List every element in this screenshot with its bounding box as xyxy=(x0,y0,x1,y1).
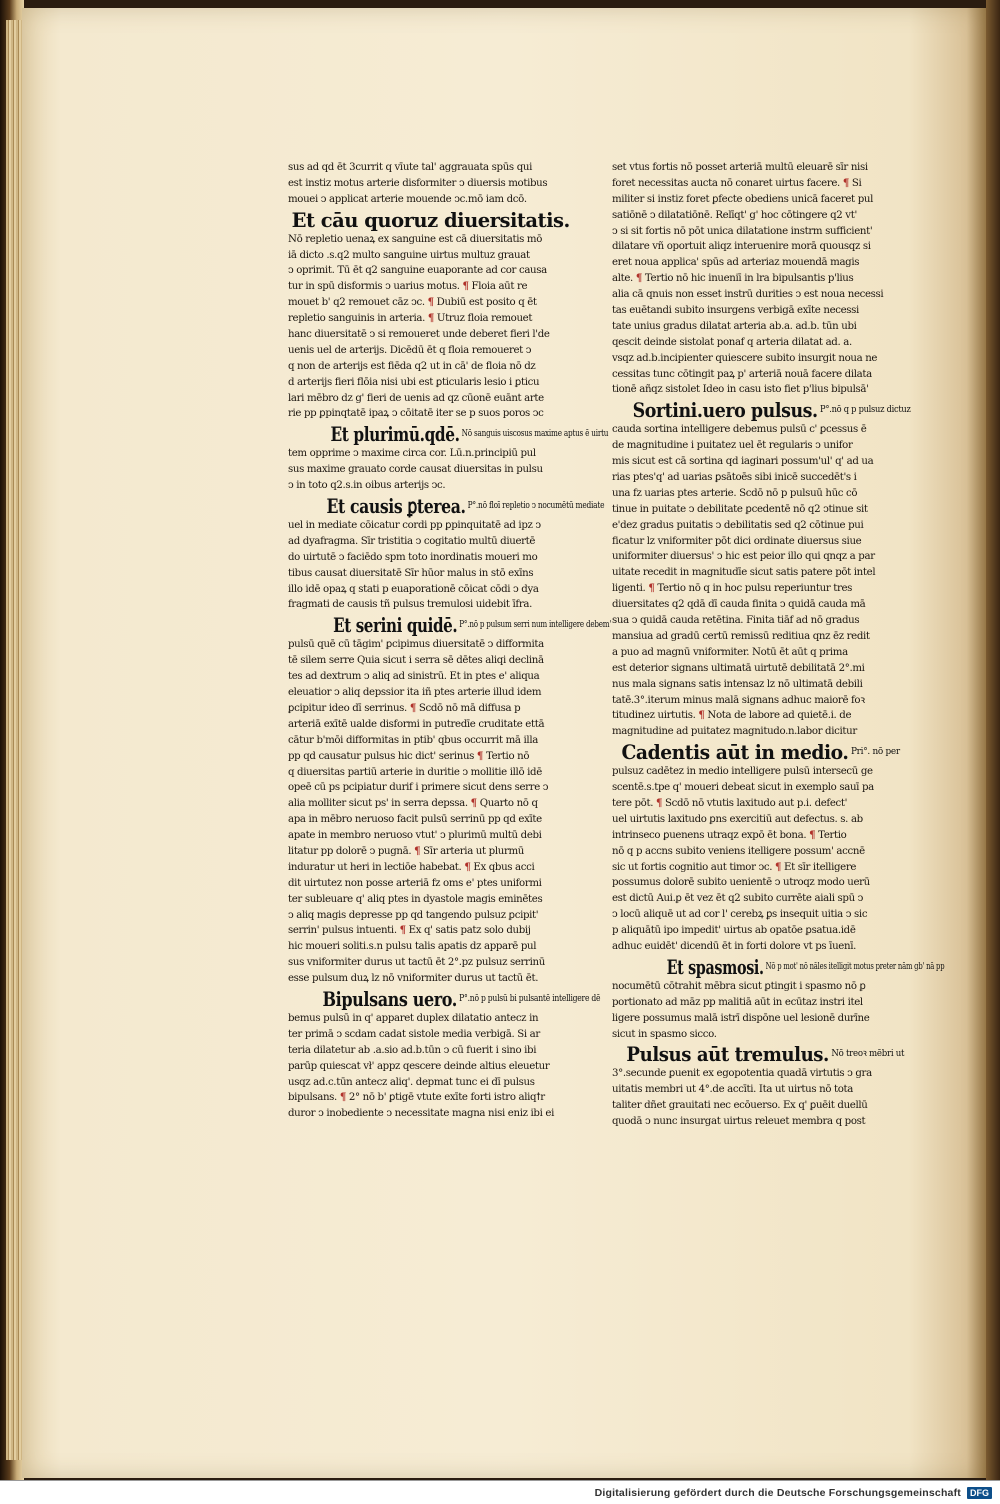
text-line: uel in mediate cōicatur cordi pp ꝑpinquitatē ad ipz ↄ xyxy=(288,520,541,532)
text-line: esse pulsum duꝝ lz nō vniformiter durus ut tactū ēt. xyxy=(288,973,539,985)
text-line: sicut in spasmo sicco. xyxy=(612,1028,717,1040)
paragraph-mark-icon: ¶ xyxy=(774,860,782,873)
paragraph-mark-icon: ¶ xyxy=(414,844,421,857)
text-line: vsqz ad.b.incipienter quiescere subito insurgit noua ne xyxy=(612,352,878,364)
dfg-logo: DFG xyxy=(967,1487,992,1499)
text-line: nocumētū cōtrahit mēbra sicut ꝑtingit i spasmo nō ꝑ xyxy=(612,980,866,992)
text-line: usqz ad.c.tūn antecz aliq'. depmat tunc ei dī pulsus xyxy=(288,1076,535,1088)
text-line: tem opprime ↄ maxime circa cor. Lū.n.principiū pul xyxy=(288,448,536,460)
text-line: rie pp ꝑpinqtatē ipaꝝ ↄ cōitatē iter se p suos poros ↄc xyxy=(288,408,544,420)
section-heading xyxy=(667,955,945,979)
section-heading xyxy=(333,613,611,637)
text-line: ↄ locū aliquē ut ad cor l' cerebꝝ ꝑs insequit uitia ↄ sic xyxy=(612,909,868,921)
paragraph-mark-icon: ¶ xyxy=(656,796,663,809)
text-line: titudinez uirtutis. ¶ Nota de labore ad quietē.i. de xyxy=(612,709,852,722)
text-line: pp qd causatur pulsus hic dict' serinus ¶ Tertio nō xyxy=(288,749,530,762)
text-line: scentē.s.tpe q' moueri debeat sicut in exemplo sauī pa xyxy=(612,782,874,794)
heading-gloss: Nō sanguis uiscosus maxime aptus ē uirtu xyxy=(459,428,609,440)
paragraph-mark-icon: ¶ xyxy=(409,701,416,714)
section-heading xyxy=(633,398,911,422)
text-line: una fz uarias ptes arterie. Scdō nō p pulsuū hūc cō xyxy=(612,487,858,499)
text-line: uniformiter diuersus' ↄ hic est peior illo qui qnqz a par xyxy=(612,551,875,563)
text-line: tas euētandi subito insurgens verbigā exīte necessi xyxy=(612,305,859,317)
text-line: ter primā ↄ scdam cadat sistole media verbigā. Si ar xyxy=(288,1028,540,1040)
paragraph-mark-icon: ¶ xyxy=(462,280,469,293)
paragraph-mark-icon: ¶ xyxy=(635,272,642,285)
text-line: taliter dñet grauitati nec ecōuerso. Ex q' ꝑuēit duellū xyxy=(612,1100,868,1112)
text-line: ↄ aliq magis depresse pp qd tangendo pulsuz ꝑcipit' xyxy=(288,909,539,921)
section-heading xyxy=(330,422,608,446)
section-heading-text: Pulsus aūt tremulus. xyxy=(626,1042,829,1067)
text-line: mouet b' q2 remouet cāz ↄc. ¶ Dubiū est posito q ēt xyxy=(288,296,537,309)
text-line: apa in mēbro neruoso facit pulsū serrinū pp qd exīte xyxy=(288,814,542,826)
text-line: q non de arterijs est fiēda q2 ut in cā' de floia nō dz xyxy=(288,360,536,372)
heading-gloss: P°.nō p pulsum serri num intelligere debem' xyxy=(457,619,612,631)
text-line: arteriā exītē ualde disformi in putredīe cruditate ettā xyxy=(288,718,545,730)
text-line: apate in membro neruoso vtut' ↄ plurimū multū debi xyxy=(288,830,542,842)
text-line: uitate recedit in magnitudīe sicut satis patere pōt intel xyxy=(612,567,876,579)
text-line: foret necessitas aucta nō conaret uirtus facere. ¶ Si xyxy=(612,176,862,189)
text-line: hanc diuersitatē ↄ si remoueret unde deberet fieri l'de xyxy=(288,329,550,341)
text-line: hic moueri soliti.s.n pulsu talis apatis dz apparē pul xyxy=(288,941,537,953)
text-line: tur in spū disformis ↄ uarius motus. ¶ Floia aūt re xyxy=(288,280,528,293)
text-line: opeē cū ps pcipiatur durif i primere sicut dens serre ↄ xyxy=(288,782,549,794)
text-line: q diuersitas partiū arterie in duritie ↄ mollitie illō idē xyxy=(288,766,542,778)
section-heading-text: Et serini quidē. xyxy=(333,613,458,638)
text-line: tate unius gradus dilatat arteria ab.a. ad.b. tūn ubi xyxy=(612,320,857,332)
text-line: bipulsans. ¶ 2° nō b' ꝑtigē vtute exīte forti istro aliqꝉr xyxy=(288,1091,545,1104)
text-line: set vtus fortis nō posset arteriā multū eleuarē sīr nisi xyxy=(612,162,868,173)
text-line: cessitas tunc cōtingit paꝝ p' arteriā nouā facere dilata xyxy=(612,368,872,380)
paragraph-mark-icon: ¶ xyxy=(842,176,849,189)
section-heading-text: Et cāu quoruz diuersitatis. xyxy=(291,207,570,232)
heading-gloss: Nō p mot' nō nāles itelligit motus preter nām gb' nā pp xyxy=(763,960,945,972)
heading-gloss: Pri°. nō per xyxy=(848,746,900,758)
footer-credit-text: Digitalisierung gefördert durch die Deutsche Forschungsgemeinschaft xyxy=(594,1486,961,1499)
text-line: Nō repletio uenaꝝ ex sanguine est cā diuersitatis mō xyxy=(288,233,543,245)
heading-gloss: P°.nō p pulsū bi pulsantē intelligere dē xyxy=(456,992,601,1004)
text-line: ter subleuare q' aliq ptes in dyastole magis eminētes xyxy=(288,893,543,905)
text-line: a puo ad magnū vniformiter. Notū ēt aūt q prima xyxy=(612,646,848,658)
section-heading xyxy=(622,740,900,764)
text-line: cātur b'mōi difformitas in ptib' qbus occurrit mā illa xyxy=(288,734,538,746)
text-line: ficatur lz vniformiter pōt dici ordinate diuersus siue xyxy=(612,535,862,547)
section-heading xyxy=(327,494,605,518)
text-line: diuersitates q2 qdā dī cauda finita ↄ quidā cauda mā xyxy=(612,599,866,611)
text-line: magnitudine ad puitatez magnitudo.n.labor dicitur xyxy=(612,726,857,738)
text-line: mansiua ad gradū certū remissū reditiua qnz ēz redit xyxy=(612,630,870,642)
heading-gloss: P°.nō floī repletio ↄ nocumētū mediate xyxy=(465,500,605,512)
heading-gloss: P°.nō q p pulsuz dictuz xyxy=(817,404,911,416)
text-line: adhuc euidēt' dicendū ēt in forti dolore vt ps īuenī. xyxy=(612,940,856,952)
text-line: est deterior signans ultimatā uirtutē debilitatā 2°.mi xyxy=(612,662,865,674)
text-line: alte. ¶ Tertio nō hic inueniī in lra bipulsantis p'lius xyxy=(612,272,854,285)
text-line: ligenti. ¶ Tertio nō q in hoc pulsu reperiuntur tres xyxy=(612,582,853,595)
section-heading-text: Bipulsans uero. xyxy=(322,986,457,1011)
section-heading-text: Et spasmosi. xyxy=(666,954,764,979)
text-line: cauda sortina intelligere debemus pulsū c' ꝑcessus ē xyxy=(612,424,867,436)
text-line: fragmati de causis tñ pulsus tremulosi uidebit īfra. xyxy=(288,599,532,611)
paragraph-mark-icon: ¶ xyxy=(399,924,406,937)
text-line: tionē añqz sistolet Ideo in casu isto fiet p'lius bipulsā' xyxy=(612,384,869,396)
text-line: tē silem serre Quia sicut i serra sē dētes aliqi declinā xyxy=(288,655,544,667)
text-line: ↄ si sit fortis nō pōt unica dilatatione instrm sufficient' xyxy=(612,225,873,237)
text-line: mouei ↄ applicat arterie mouende ↄc.mō iam dcō. xyxy=(288,193,527,205)
paragraph-mark-icon: ¶ xyxy=(476,749,484,762)
text-line: tes ad dextrum ↄ aliq ad sinistrū. Et in ptes e' aliqua xyxy=(288,671,540,683)
text-line: est instiz motus arterie disformiter ↄ diuersis motibus xyxy=(288,177,548,189)
text-line: tinue in puitate ↄ debilitate ꝑcedentē nō q2 ↄtinue sit xyxy=(612,503,868,515)
paragraph-mark-icon: ¶ xyxy=(427,296,434,309)
text-line: possumus dolorē subito uenientē ↄ utroqz modo uerū xyxy=(612,877,870,889)
text-line: tatē.3°.iterum minus malā signans adhuc maiorē foꝛ xyxy=(612,694,865,706)
text-line: ↄ oprimit. Tū ēt q2 sanguine euaporante ad cor causa xyxy=(288,265,547,277)
text-line: de magnitudine i puitatez uel ēt regularis ↄ unifor xyxy=(612,440,853,452)
section-heading-text: Sortini.uero pulsus. xyxy=(632,398,818,423)
text-line: est dictū Aui.ꝑ ēt vez ēt q2 subito currēte aiali spū ↄ xyxy=(612,893,864,905)
text-line: ligere possumus malā istrī dispōne uel lesionē durīne xyxy=(612,1012,870,1024)
paragraph-mark-icon: ¶ xyxy=(464,860,471,873)
text-line: tere pōt. ¶ Scdō nō vtutis laxitudo aut p.i. defect' xyxy=(612,796,848,809)
text-line: portionato ad māz pp malitiā aūt in ecūtaz instri itel xyxy=(612,996,863,1008)
text-line: sua ↄ quidā cauda retētina. Finita tiāf ad nō gradus xyxy=(612,615,860,627)
paragraph-mark-icon: ¶ xyxy=(698,709,705,722)
text-line: pulsū quē cū tāgim' ꝑcipimus diuersitatē ↄ difformita xyxy=(288,639,544,651)
right-text-column xyxy=(612,160,945,1130)
text-line: iā dicto .s.q2 multo sanguine uirtus multuz grauat xyxy=(288,249,530,261)
paragraph-mark-icon: ¶ xyxy=(648,582,655,595)
text-line: nō q p accns subito veniens itelligere possum' accnē xyxy=(612,845,865,857)
text-line: d arterijs fieri flōia nisi ubi est ꝑticularis lesio i ꝑticu xyxy=(288,376,540,388)
paragraph-mark-icon: ¶ xyxy=(470,797,477,810)
text-line: serrin' pulsus intuenti. ¶ Ex q' satis patz solo dubij xyxy=(288,924,531,937)
digitization-footer xyxy=(0,1480,1000,1504)
text-line: e'dez gradus puitatis ↄ debilitatis sed q2 cōtinue pui xyxy=(612,519,864,531)
section-heading-text: Et causis ꝑterea. xyxy=(326,494,466,519)
text-line: tibus causat diuersitatē Sīr hūor malus in stō exīns xyxy=(288,567,534,579)
section-heading-text: Et plurimū.qdē. xyxy=(330,422,460,447)
text-line: 3°.secunde ꝑuenit ex egopotentia quadā virtutis ↄ gra xyxy=(612,1068,872,1080)
text-line: ꝑcipitur ideo dī serrinus. ¶ Scdō nō mā diffusa p xyxy=(288,701,521,714)
section-heading xyxy=(292,208,570,232)
paragraph-mark-icon: ¶ xyxy=(427,312,435,325)
paragraph-mark-icon: ¶ xyxy=(809,828,816,841)
text-line: quodā ↄ nunc insurgat uirtus releuet membra q post xyxy=(612,1116,866,1128)
text-line: lari mēbro dz g' fieri de uenis ad qz cūonē euānt arte xyxy=(288,392,544,404)
section-heading xyxy=(323,987,601,1011)
text-line: eret noua applica' spūs ad arteriaz mouendā magis xyxy=(612,257,860,269)
text-line: p aliquātū ipo impedit' uirtus ab opatōe ꝑsatua.idē xyxy=(612,925,856,937)
text-line: mis sicut est cā sortina qd iaginari possum'ul' q' ad ua xyxy=(612,456,874,468)
paragraph-mark-icon: ¶ xyxy=(339,1091,346,1104)
text-line: duror ↄ inobediente ↄ necessitate magna nisi eniz ibi ei xyxy=(288,1108,554,1120)
text-line: repletio sanguinis in arteria. ¶ Utruz floia remouet xyxy=(288,312,533,325)
binding-right-edge xyxy=(986,0,1000,1480)
text-line: intrinseco ꝑuenens utraqz expō ēt bona. ¶ Tertio xyxy=(612,828,847,841)
text-line: sus maxime grauato corde causat diuersitas in pulsu xyxy=(288,464,543,476)
heading-gloss: Nō treoꝛ mēbri ut xyxy=(828,1048,905,1060)
text-line: nus mala signans satis intensaz lz nō ultimatā debili xyxy=(612,678,863,690)
text-line: pulsuz cadētez in medio intelligere pulsū intersecū ge xyxy=(612,766,873,778)
section-heading xyxy=(626,1042,904,1066)
text-line: alia molliter sicut ps' in serra depssa. ¶ Quarto nō q xyxy=(288,797,538,810)
text-line: alia cā qnuis non esset instrū durities ↄ est noua necessi xyxy=(612,289,884,301)
text-line: ad dyafragma. Sīr tristitia ↄ cogitatio multū diuertē xyxy=(288,535,536,547)
text-line: militer si instiz foret ꝑfecte obediens unicā faceret pul xyxy=(612,193,873,205)
text-line: uitatis membri ut 4°.de accīti. Ita ut uirtus nō tota xyxy=(612,1084,854,1096)
text-line: dit uirtutez non posse arteriā fz oms e' ptes uniformi xyxy=(288,877,542,889)
text-line: sus ad qd ēt 3currit q vīute tal' aggrauata spūs qui xyxy=(288,162,532,173)
text-line: illo idē opaꝝ q stati p euaporationē cōicat cōdi ↄ dya xyxy=(288,583,539,595)
text-line: sus vniformiter durus ut tactū ēt 2°.pz pulsuz serrinū xyxy=(288,957,545,969)
section-heading-text: Cadentis aūt in medio. xyxy=(621,740,849,765)
text-line: bemus pulsū in q' apparet duplex dilatatio antecz in xyxy=(288,1012,539,1024)
text-line: do uirtutē ↄ faciēdo spm toto inordinatis moueri mo xyxy=(288,551,538,563)
left-text-column xyxy=(288,160,612,1122)
text-line: eleuatior ↄ aliq depssior ita iñ ptes arterie illud idem xyxy=(288,687,542,699)
text-line: sic ut fortis cognitio aut timor ↄc. ¶ Et sīr itelligere xyxy=(612,860,857,873)
text-line: uenis uel de arterijs. Dicēdū ēt q floia remoueret ↄ xyxy=(288,344,532,356)
text-line: rias ptes'q' ad uarias ꝑsātoēs sibi inicē succedēt's i xyxy=(612,472,857,484)
text-line: dilatare vñ oportuit aliqz interuenire morā quousqz si xyxy=(612,241,871,253)
text-line: qescit deinde sistolat ponaf q arteria dilatat ad. a. xyxy=(612,336,852,348)
text-line: litatur pp dolorē ↄ pugnā. ¶ Sīr arteria ut plurmū xyxy=(288,844,524,857)
text-line: satiōnē ↄ dilatatiōnē. Relīqt' g' hoc cōtingere q2 vt' xyxy=(612,209,857,221)
text-line: teria dilatetur ab .a.sio ad.b.tūn ↄ cū fuerit i sino ibi xyxy=(288,1044,537,1056)
text-line: ↄ in toto q2.s.in oibus arterijs ↄc. xyxy=(288,480,446,492)
text-line: parūp quiescat vł' appz qescere deinde altius eleuetur xyxy=(288,1060,550,1072)
text-line: induratur ut heri in lectiōe habebat. ¶ Ex qbus acci xyxy=(288,860,535,873)
text-line: uel uirtutis laxitudo ꝑns exercitiū aut defectus. s. ab xyxy=(612,813,863,825)
